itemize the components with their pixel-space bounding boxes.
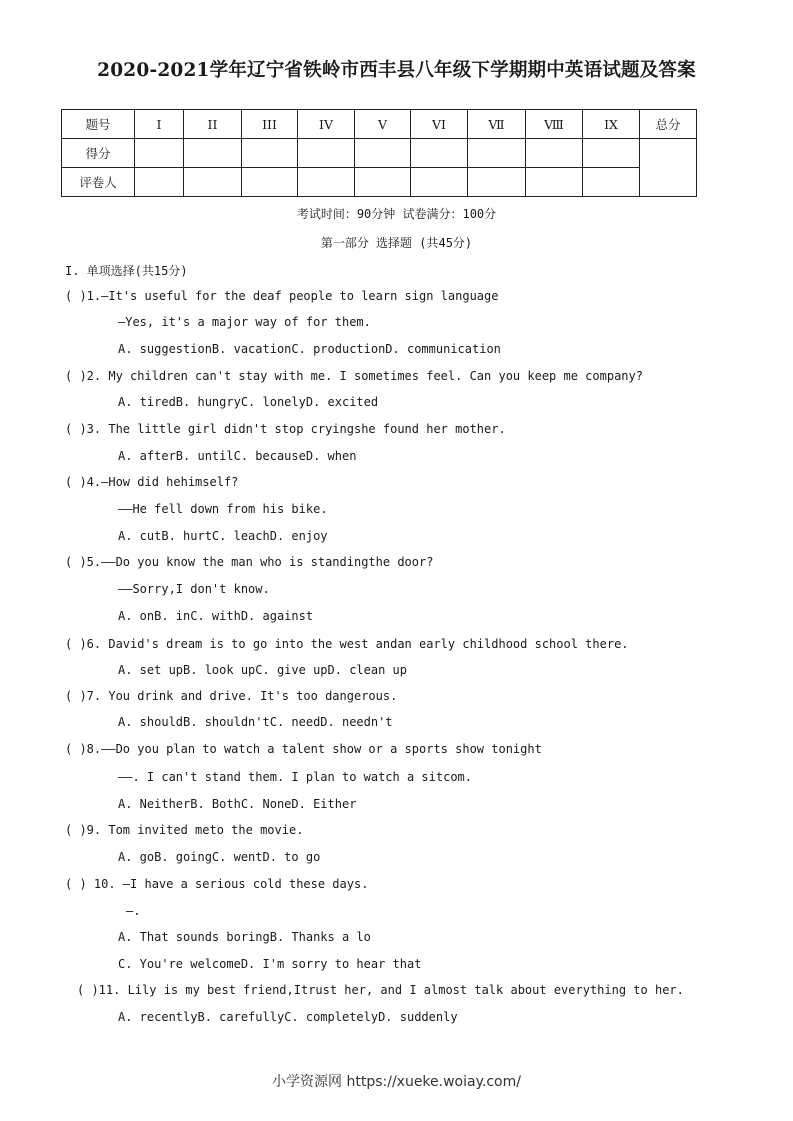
- question-10-options-line2: C. You're welcomeD. I'm sorry to hear that: [118, 957, 422, 971]
- question-8-options: A. NeitherB. BothC. NoneD. Either: [118, 797, 357, 811]
- document-title: 2020-2021学年辽宁省铁岭市西丰县八年级下学期期中英语试题及答案: [97, 60, 696, 81]
- score-cell: [135, 139, 184, 168]
- exam-info: 考试时间：90分钟 试卷满分：100分: [296, 207, 497, 221]
- grader-cell: [184, 168, 242, 197]
- question-7-stem: ( )7. You drink and drive. It's too dangerous.: [65, 689, 398, 703]
- score-cell: [526, 139, 583, 168]
- grader-cell: [526, 168, 583, 197]
- score-cell: [355, 139, 411, 168]
- footer-source: 小学资源网 https://xueke.woiay.com/: [272, 1074, 521, 1090]
- question-2-stem: ( )2. My children can't stay with me. I sometimes feel. Can you keep me company?: [65, 369, 643, 383]
- score-cell: [468, 139, 526, 168]
- score-row: [62, 139, 697, 168]
- header-cell: 题号: [62, 110, 135, 139]
- part-title: 第一部分 选择题 (共45分): [320, 236, 473, 250]
- question-4-reply: ——He fell down from his bike.: [118, 502, 328, 516]
- question-4-options: A. cutB. hurtC. leachD. enjoy: [118, 529, 328, 543]
- question-11-stem: ( )11. Lily is my best friend,Itrust her, and I almost talk about everything to her.: [77, 983, 684, 997]
- total-score-cell: [640, 139, 697, 197]
- header-cell: Ⅶ: [468, 110, 526, 139]
- question-4-stem: ( )4.—How did hehimself?: [65, 475, 239, 489]
- header-cell: III: [242, 110, 298, 139]
- question-3-options: A. afterB. untilC. becauseD. when: [118, 449, 357, 463]
- question-1-stem: ( )1.—It's useful for the deaf people to learn sign language: [65, 289, 499, 303]
- header-cell: IV: [298, 110, 355, 139]
- row-label: 评卷人: [62, 168, 135, 197]
- grader-cell: [468, 168, 526, 197]
- grader-cell: [242, 168, 298, 197]
- section-title: I. 单项选择(共15分): [65, 264, 188, 278]
- question-10-stem: ( ) 10. —I have a serious cold these days.: [65, 877, 369, 891]
- score-cell: [583, 139, 640, 168]
- score-cell: [298, 139, 355, 168]
- header-cell: Ⅷ: [526, 110, 583, 139]
- question-10-options-line1: A. That sounds boringB. Thanks a lo: [118, 930, 371, 944]
- header-cell: I: [135, 110, 184, 139]
- score-table: [61, 109, 697, 197]
- row-label: 得分: [62, 139, 135, 168]
- header-cell: VI: [411, 110, 468, 139]
- question-1-options: A. suggestionB. vacationC. productionD. communication: [118, 342, 501, 356]
- header-cell: II: [184, 110, 242, 139]
- question-3-stem: ( )3. The little girl didn't stop cryingshe found her mother.: [65, 422, 506, 436]
- score-cell: [411, 139, 468, 168]
- question-9-stem: ( )9. Tom invited meto the movie.: [65, 823, 304, 837]
- grader-cell: [355, 168, 411, 197]
- header-cell: 总分: [640, 110, 697, 139]
- question-6-options: A. set upB. look upC. give upD. clean up: [118, 663, 407, 677]
- grader-cell: [135, 168, 184, 197]
- grader-cell: [411, 168, 468, 197]
- question-10-reply: —.: [126, 904, 141, 918]
- question-6-stem: ( )6. David's dream is to go into the west andan early childhood school there.: [65, 637, 629, 651]
- grader-cell: [298, 168, 355, 197]
- header-cell: V: [355, 110, 411, 139]
- question-1-reply: —Yes, it's a major way of for them.: [118, 315, 371, 329]
- score-table-header-row: [62, 110, 697, 139]
- question-8-reply: ——. I can't stand them. I plan to watch a sitcom.: [118, 770, 473, 784]
- score-cell: [184, 139, 242, 168]
- question-2-options: A. tiredB. hungryC. lonelyD. excited: [118, 395, 379, 409]
- question-8-stem: ( )8.——Do you plan to watch a talent show or a sports show tonight: [65, 742, 542, 756]
- question-5-options: A. onB. inC. withD. against: [118, 609, 314, 623]
- grader-cell: [583, 168, 640, 197]
- question-5-stem: ( )5.——Do you know the man who is standingthe door?: [65, 555, 434, 569]
- header-cell: IX: [583, 110, 640, 139]
- score-cell: [242, 139, 298, 168]
- question-7-options: A. shouldB. shouldn'tC. needD. needn't: [118, 715, 393, 729]
- question-11-options: A. recentlyB. carefullyC. completelyD. suddenly: [118, 1010, 458, 1024]
- question-5-reply: ——Sorry,I don't know.: [118, 582, 270, 596]
- grader-row: [62, 168, 697, 197]
- question-9-options: A. goB. goingC. wentD. to go: [118, 850, 321, 864]
